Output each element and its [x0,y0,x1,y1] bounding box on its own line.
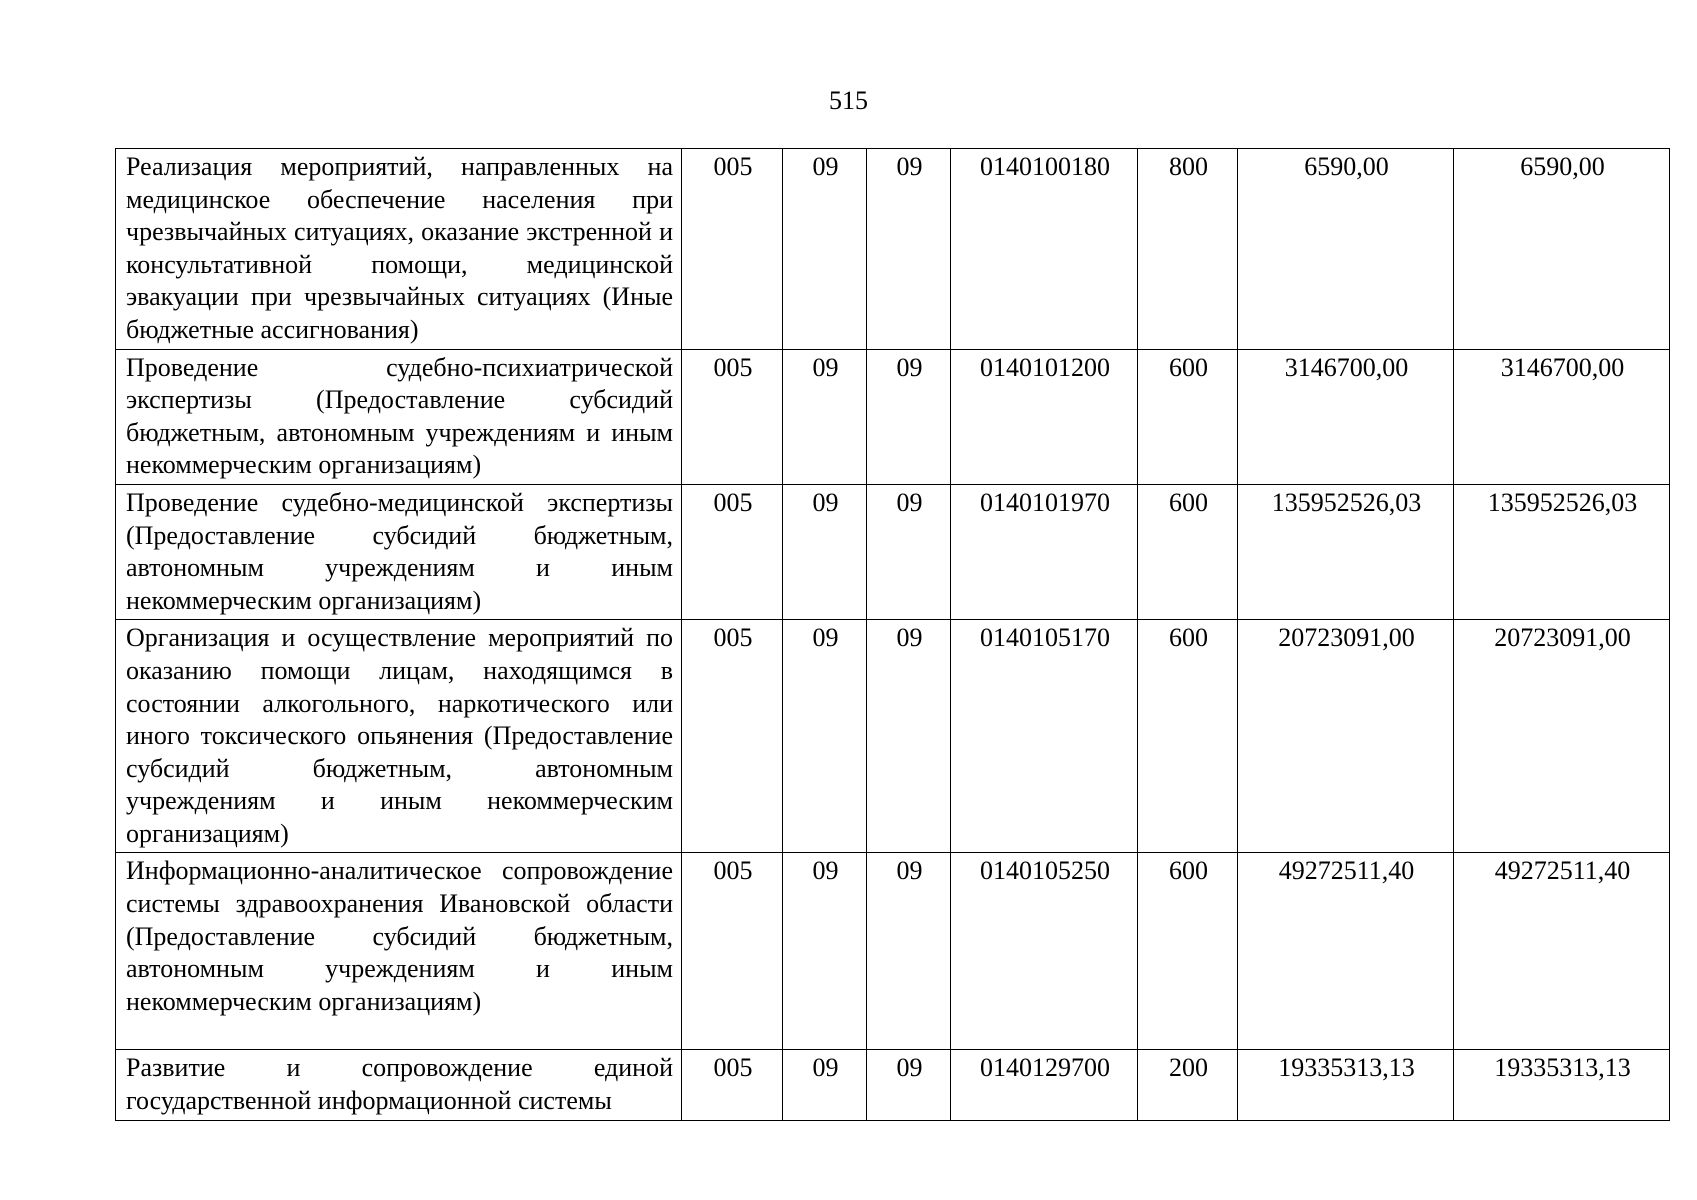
section-code: 09 [783,349,867,484]
row-description: Проведение судебно-медицинской экспертизы (Предоставление субсидий бюджетным, автономным учреждениям и иным некоммерческим организациям) [116,484,682,619]
ministry-code: 005 [682,349,783,484]
section-code: 09 [783,620,867,853]
subsection-code: 09 [867,620,951,853]
page-number: 515 [829,86,868,115]
budget-table [115,148,1670,1121]
expense-type-code: 200 [1138,1050,1238,1120]
row-description: Реализация мероприятий, направленных на медицинское обеспечение населения при чрезвычайных ситуациях, оказание экстренной и консультативной помощи, медицинской эвакуации при чрезвычайных ситуациях (Иные бюджетные ассигнования) [116,149,682,350]
table-row [116,1050,1670,1120]
subsection-code: 09 [867,484,951,619]
amount-cell: 49272511,40 [1238,853,1454,1050]
amount-cell: 19335313,13 [1238,1050,1454,1120]
ministry-code: 005 [682,149,783,350]
table-row [116,349,1670,484]
amount-cell: 3146700,00 [1238,349,1454,484]
amount-cell: 135952526,03 [1238,484,1454,619]
amount-cell: 20723091,00 [1238,620,1454,853]
subsection-code: 09 [867,349,951,484]
amount-cell: 135952526,03 [1454,484,1670,619]
target-code: 0140105170 [951,620,1138,853]
row-description: Проведение судебно-психиатрической экспертизы (Предоставление субсидий бюджетным, автономным учреждениям и иным некоммерческим организациям) [116,349,682,484]
amount-cell: 3146700,00 [1454,349,1670,484]
target-code: 0140105250 [951,853,1138,1050]
table-row [116,853,1670,1050]
ministry-code: 005 [682,484,783,619]
amount-cell: 49272511,40 [1454,853,1670,1050]
amount-cell: 19335313,13 [1454,1050,1670,1120]
target-code: 0140100180 [951,149,1138,350]
section-code: 09 [783,1050,867,1120]
ministry-code: 005 [682,853,783,1050]
row-description: Информационно-аналитическое сопровождение системы здравоохранения Ивановской области (Предоставление субсидий бюджетным, автономным учреждениям и иным некоммерческим организациям) [116,853,682,1050]
section-code: 09 [783,149,867,350]
expense-type-code: 800 [1138,149,1238,350]
expense-type-code: 600 [1138,620,1238,853]
target-code: 0140101200 [951,349,1138,484]
subsection-code: 09 [867,149,951,350]
ministry-code: 005 [682,620,783,853]
amount-cell: 6590,00 [1238,149,1454,350]
table-row [116,620,1670,853]
row-description: Организация и осуществление мероприятий по оказанию помощи лицам, находящимся в состоянии алкогольного, наркотического или иного токсического опьянения (Предоставление субсидий бюджетным, автономным учреждениям и иным некоммерческим организациям) [116,620,682,853]
row-description: Развитие и сопровождение единой государственной информационной системы [116,1050,682,1120]
subsection-code: 09 [867,1050,951,1120]
amount-cell: 6590,00 [1454,149,1670,350]
expense-type-code: 600 [1138,484,1238,619]
amount-cell: 20723091,00 [1454,620,1670,853]
table-row [116,149,1670,350]
target-code: 0140129700 [951,1050,1138,1120]
table-row [116,484,1670,619]
target-code: 0140101970 [951,484,1138,619]
ministry-code: 005 [682,1050,783,1120]
expense-type-code: 600 [1138,853,1238,1050]
subsection-code: 09 [867,853,951,1050]
section-code: 09 [783,484,867,619]
section-code: 09 [783,853,867,1050]
expense-type-code: 600 [1138,349,1238,484]
